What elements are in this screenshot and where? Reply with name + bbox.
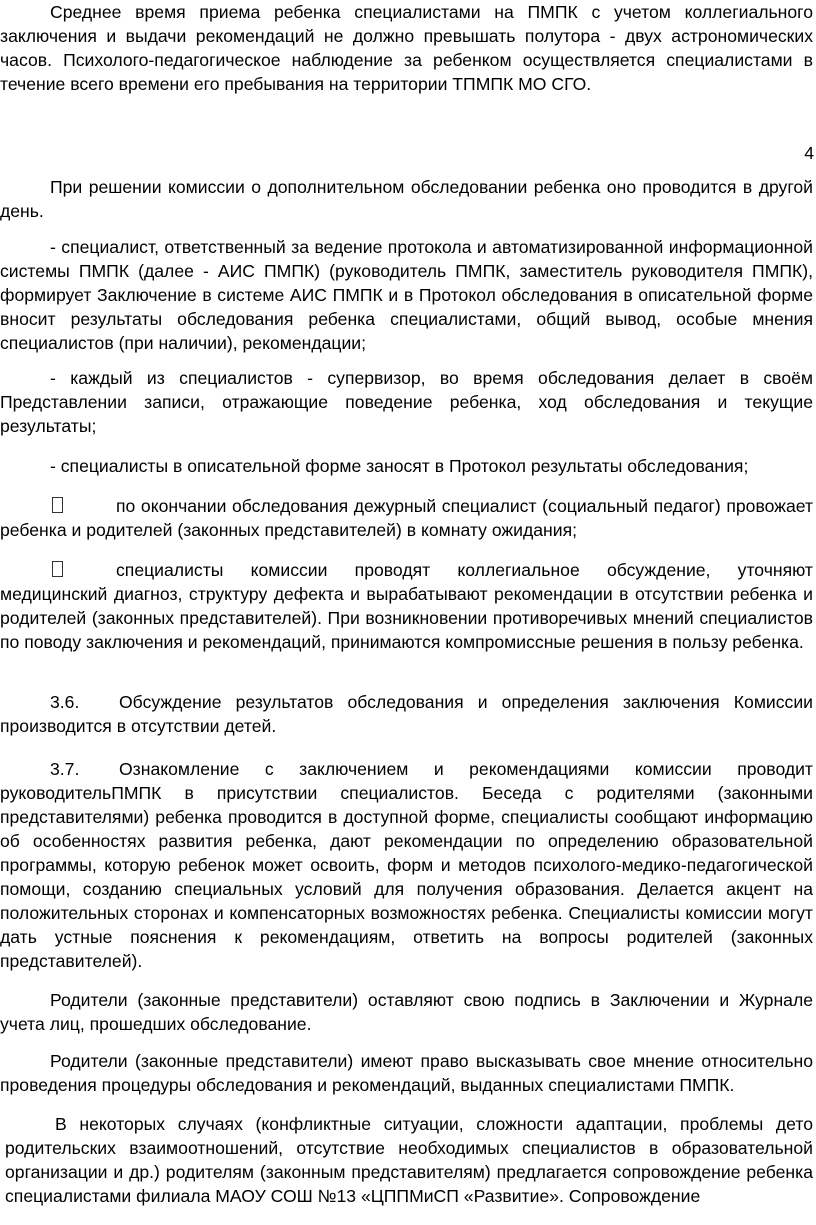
paragraph-supervisor: - каждый из специалистов - супервизор, во время обследования делает в своём Представлении записи, отражающие поведение ребенка, ход обследования и текущие результаты; bbox=[0, 368, 813, 436]
bullet-paragraph-escort bbox=[0, 494, 813, 542]
section-text: Обсуждение результатов обследования и определения заключения Комиссии производится в отсутствии детей. bbox=[0, 692, 813, 736]
paragraph-protocol-specialist: - специалист, ответственный за ведение протокола и автоматизированной информационной системы ПМПК (далее - АИС ПМПК) (руководитель ПМПК, заместитель руководителя ПМПК), формирует Заключение в системе АИС ПМПК и в Протокол обследования в описательной форме вносит результаты обследования ребенка специалистами, общий вывод, особые мнения специалистов (при наличии), рекомендации; bbox=[0, 237, 813, 353]
section-3-6 bbox=[0, 690, 813, 738]
bullet-icon bbox=[52, 561, 63, 577]
paragraph-additional-exam: При решении комиссии о дополнительном обследовании ребенка оно проводится в другой день. bbox=[0, 177, 813, 221]
section-number: 3.6. bbox=[50, 692, 80, 712]
section-text: Ознакомление с заключением и рекомендациями комиссии проводит руководительПМПК в присутствии специалистов. Беседа с родителями (законными представителями) ребенка проводится в доступной форме, специалисты сообщают информацию об особенностях развития ребенка, дают рекомендации по определению образовательной программы, которую ребенок может освоить, форм и методов психолого-медико-педагогической помощи, созданию специальных условий для получения образования. Делается акцент на положительных сторонах и компенсаторных возможностях ребенка. Специалисты комиссии могут дать устные пояснения к рекомендациям, ответить на вопросы родителей (законных представителей). bbox=[0, 759, 813, 971]
paragraph-reception-time: Среднее время приема ребенка специалистами на ПМПК с учетом коллегиального заключения и выдачи рекомендаций не должно превышать полутора - двух астрономических часов. Психолого-педагогическое наблюдение за ребенком осуществляется специалистами в течение всего времени его пребывания на территории ТПМПК МО СГО. bbox=[0, 2, 813, 94]
paragraph-parents-opinion: Родители (законные представители) имеют право высказывать свое мнение относительно проведения процедуры обследования и рекомендаций, выданных специалистами ПМПК. bbox=[0, 1051, 813, 1095]
bullet-icon bbox=[52, 497, 63, 513]
page-number: 4 bbox=[804, 143, 814, 163]
bullet-text-escort: по окончании обследования дежурный специалист (социальный педагог) провожает ребенка и родителей (законных представителей) в комнату ожидания; bbox=[0, 496, 813, 540]
section-3-7 bbox=[0, 757, 813, 973]
paragraph-support: В некоторых случаях (конфликтные ситуации, сложности адаптации, проблемы дето родительских взаимоотношений, отсутствие необходимых специалистов в образовательной организации и др.) родителям (законным представителям) предлагается сопровождение ребенка специалистами филиала МАОУ СОШ №13 «ЦППМиСП «Развитие». Сопровождение bbox=[5, 1114, 813, 1206]
bullet-text-discussion: специалисты комиссии проводят коллегиальное обсуждение, уточняют медицинский диагноз, структуру дефекта и вырабатывают рекомендации в отсутствии ребенка и родителей (законных представителей). При возникновении противоречивых мнений специалистов по поводу заключения и рекомендаций, принимаются компромиссные решения в пользу ребенка. bbox=[0, 560, 813, 652]
paragraph-protocol-results: - специалисты в описательной форме заносят в Протокол результаты обследования; bbox=[50, 456, 749, 476]
paragraph-signature: Родители (законные представители) оставляют свою подпись в Заключении и Журнале учета лиц, прошедших обследование. bbox=[0, 990, 813, 1034]
bullet-paragraph-discussion bbox=[0, 558, 813, 654]
section-number: 3.7. bbox=[50, 759, 80, 779]
